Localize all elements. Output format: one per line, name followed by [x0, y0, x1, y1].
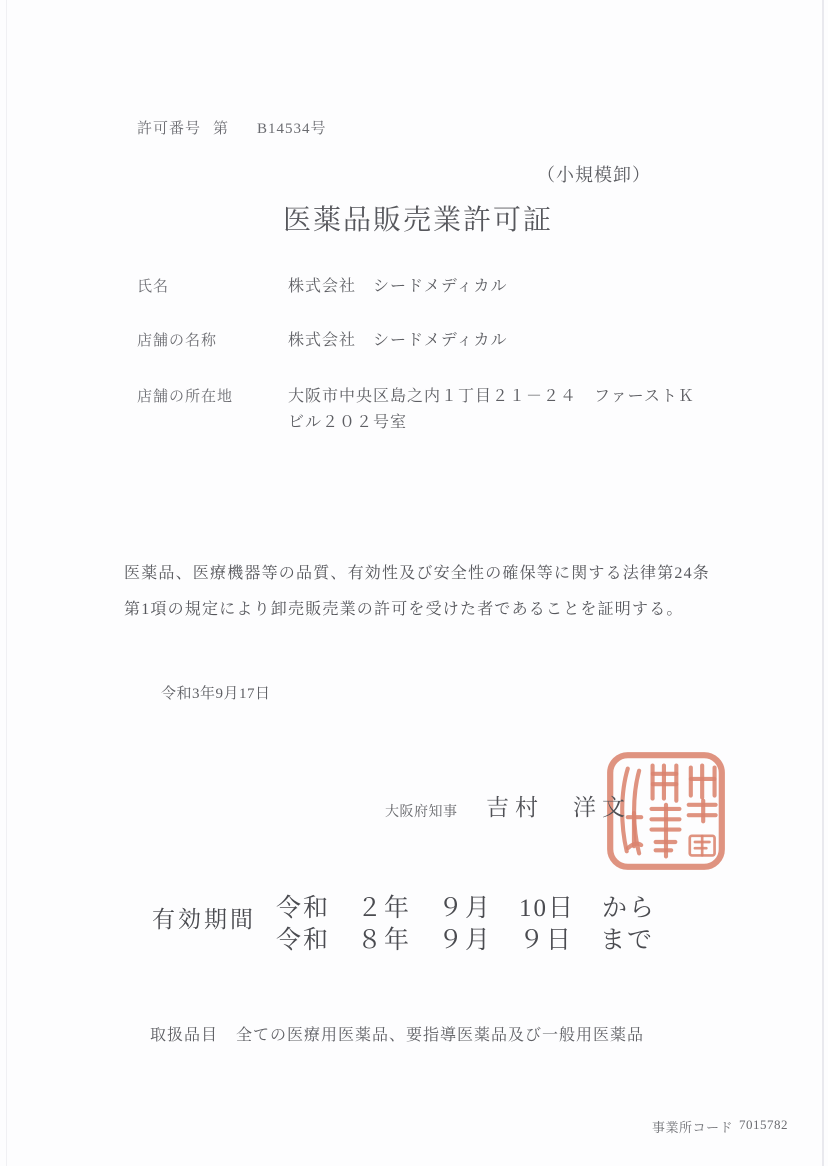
field-value-store-name: 株式会社 シードメディカル [288, 332, 508, 349]
field-value-store-address-line2: ビル２０２号室 [288, 414, 408, 431]
scan-edge-left [6, 0, 7, 1166]
permit-number-label: 許可番号 [137, 121, 202, 137]
certification-text-line2: 第1項の規定により卸売販売業の許可を受けた者であることを証明する。 [124, 601, 684, 618]
issuer-name: 吉村 洋文 [486, 795, 631, 820]
certification-text-line1: 医薬品、医療機器等の品質、有効性及び安全性の確保等に関する法律第24条 [124, 565, 711, 582]
business-office-code-value: 7015782 [739, 1117, 789, 1132]
handled-items-label: 取扱品目 [150, 1027, 219, 1044]
handled-items-value: 全ての医療用医薬品、要指導医薬品及び一般用医薬品 [236, 1027, 645, 1044]
field-label-store-address: 店舗の所在地 [137, 389, 234, 405]
business-office-code-line [652, 1117, 788, 1136]
category-note: （小規模卸） [537, 165, 651, 185]
field-label-name: 氏名 [137, 279, 170, 295]
validity-period-from: 令和 ２年 ９月 10日 から [276, 895, 657, 922]
business-office-code-label: 事業所コード [652, 1120, 734, 1135]
field-value-store-address-line1: 大阪市中央区島之内１丁目２１－２４ ファーストＫ [288, 388, 695, 405]
validity-period-label: 有効期間 [152, 907, 256, 932]
field-value-name: 株式会社 シードメディカル [288, 278, 508, 295]
issue-date: 令和3年9月17日 [161, 686, 271, 702]
permit-number-line [137, 117, 327, 138]
permit-number-prefix: 第 [213, 121, 230, 137]
handled-items-line [150, 1022, 644, 1045]
scan-edge-right [822, 0, 824, 1166]
validity-period-to: 令和 ８年 ９月 ９日 まで [276, 927, 655, 954]
permit-number-value: B14534号 [257, 121, 327, 137]
issuer-title: 大阪府知事 [385, 805, 458, 820]
document-title: 医薬品販売業許可証 [283, 205, 554, 236]
field-label-store-name: 店舗の名称 [137, 333, 218, 349]
